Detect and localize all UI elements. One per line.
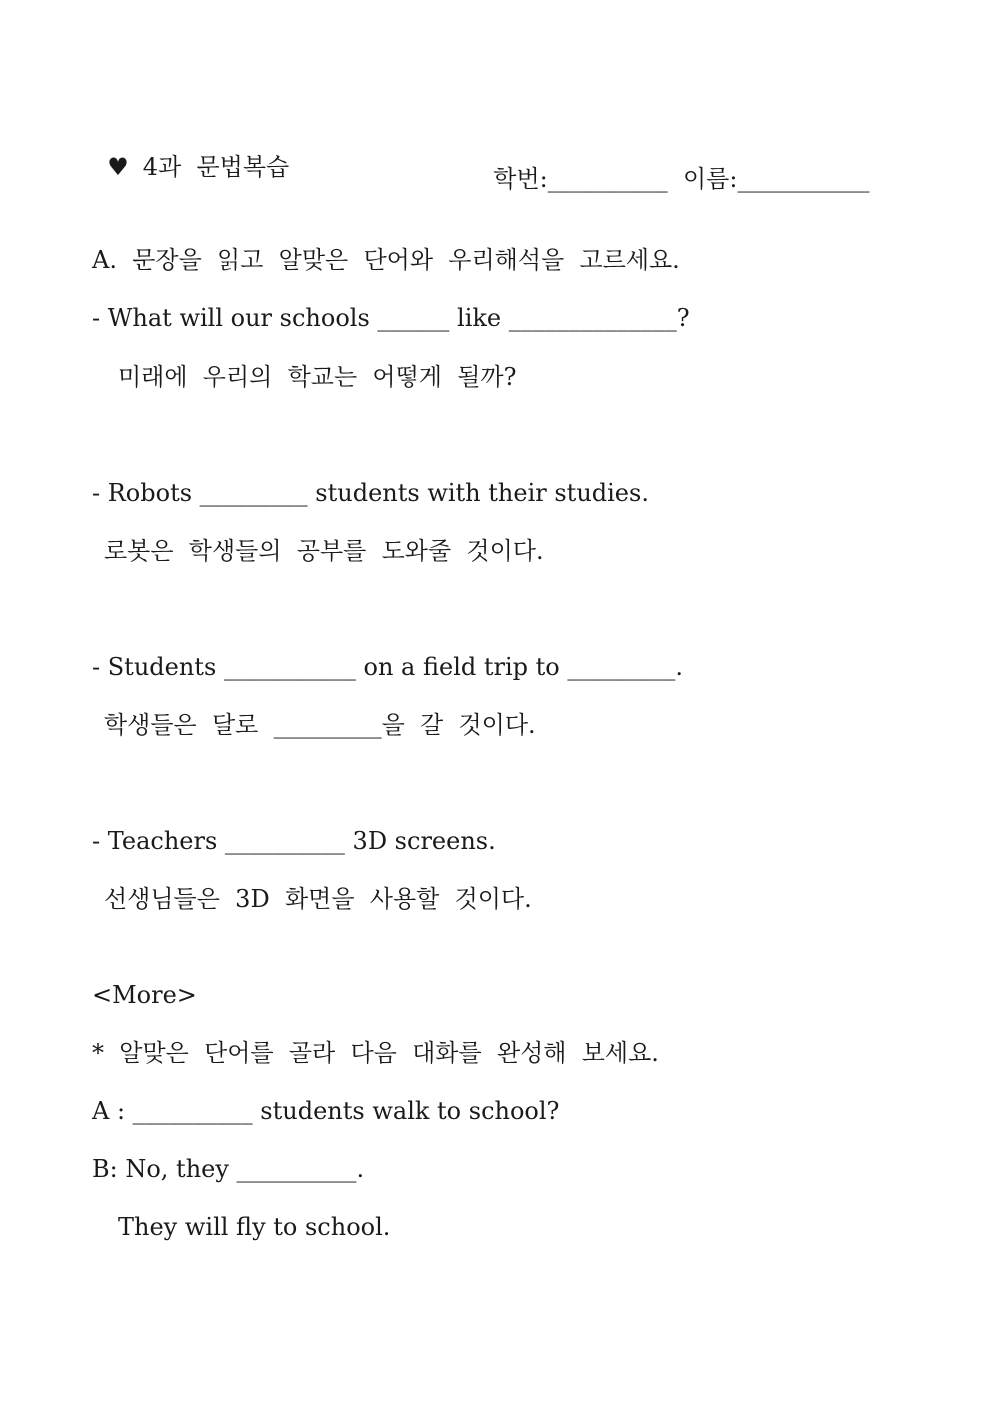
sentence-2-korean: 로봇은 학생들의 공부를 도와줄 것이다.: [104, 537, 544, 565]
sentence-4-english: - Teachers __________ 3D screens.: [92, 827, 496, 855]
name-field: 이름:___________: [683, 165, 870, 193]
sentence-4-korean: 선생님들은 3D 화면을 사용할 것이다.: [104, 885, 532, 913]
sentence-1-korean: 미래에 우리의 학교는 어떻게 될까?: [118, 363, 517, 391]
student-info: [478, 131, 869, 194]
section-a-instruction: A. 문장을 읽고 알맞은 단어와 우리해석을 고르세요.: [92, 246, 680, 274]
student-id-field: 학번:__________: [493, 165, 668, 193]
sentence-3-korean: 학생들은 달로 _________을 갈 것이다.: [104, 711, 536, 739]
worksheet-title: [92, 131, 289, 179]
sentence-1-english: - What will our schools ______ like ______________?: [92, 304, 690, 332]
lesson-title: 4과 문법복습: [142, 153, 290, 181]
dialog-line-b: B: No, they __________.: [92, 1155, 365, 1183]
heart-icon: ♥: [107, 153, 129, 181]
sentence-3-english: - Students ___________ on a field trip to _________.: [92, 653, 684, 681]
sentence-2-english: - Robots _________ students with their studies.: [92, 479, 649, 507]
more-title: <More>: [92, 981, 197, 1009]
dialog-line-b-continued: They will fly to school.: [118, 1213, 391, 1241]
more-instruction: * 알맞은 단어를 골라 다음 대화를 완성해 보세요.: [92, 1039, 659, 1067]
dialog-line-a: A : __________ students walk to school?: [92, 1097, 560, 1125]
